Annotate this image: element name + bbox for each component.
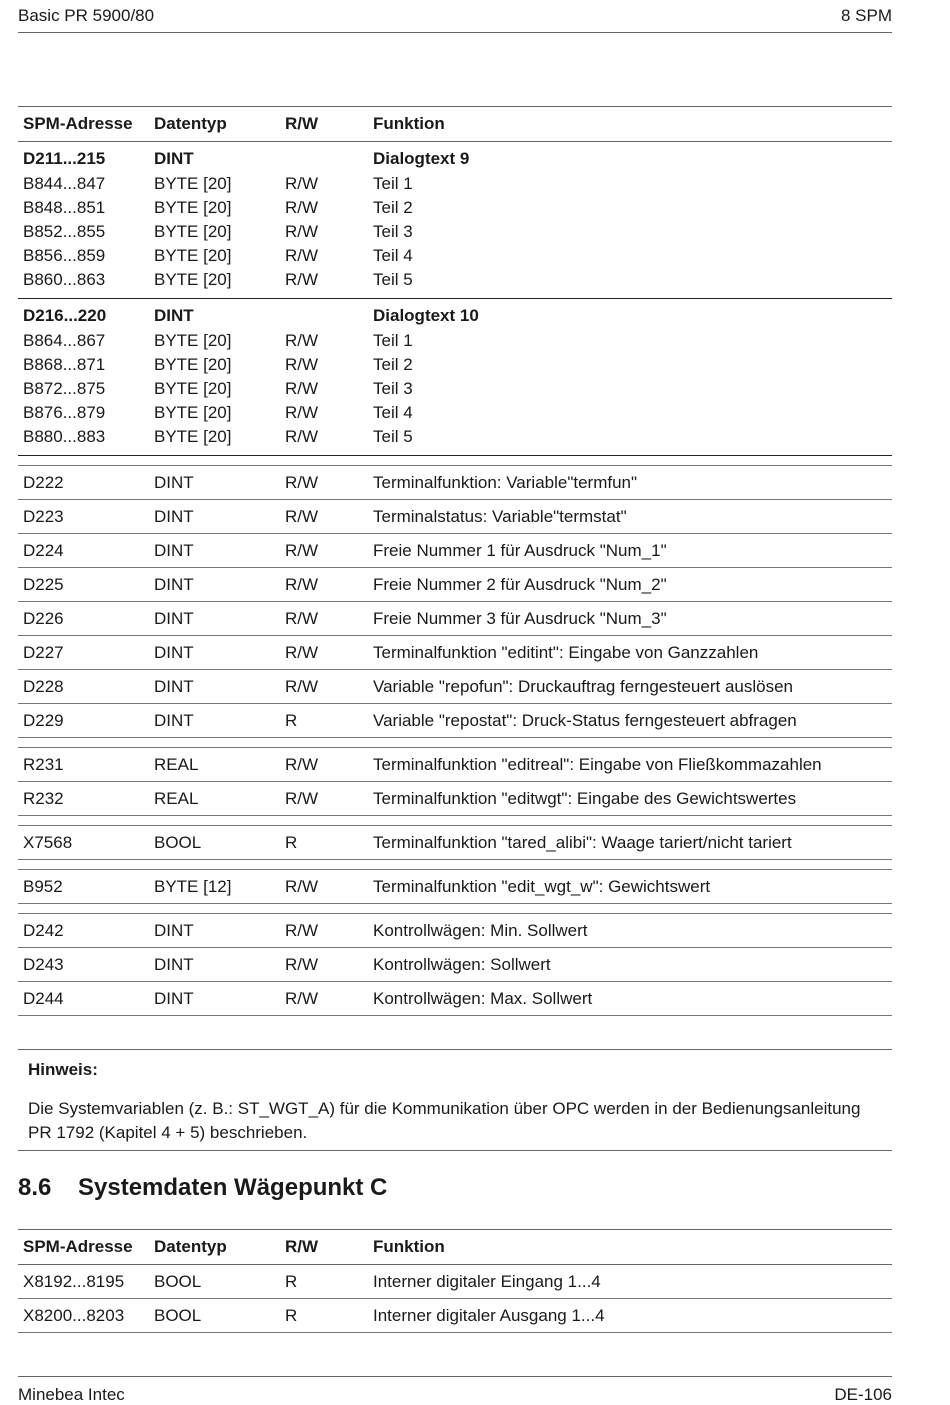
table-separator	[18, 816, 892, 826]
cell-rw: R/W	[285, 355, 319, 374]
table-separator	[18, 738, 892, 748]
cell-address: B864...867	[23, 331, 106, 350]
cell-address: D211...215	[23, 149, 106, 168]
cell-type: BYTE [20]	[149, 425, 280, 456]
cell-type: DINT	[149, 948, 280, 982]
cell-rw: R/W	[280, 534, 368, 568]
cell-type: BYTE [20]	[154, 198, 232, 217]
cell-rw: R/W	[280, 670, 368, 704]
cell-rw: R/W	[285, 246, 319, 265]
col-header-address: SPM-Adresse	[18, 107, 149, 142]
section-heading	[18, 1174, 387, 1202]
cell-type: BOOL	[149, 1299, 280, 1333]
cell-address: X8192...8195	[18, 1265, 149, 1299]
cell-type: BYTE [12]	[149, 870, 280, 904]
cell-function: Terminalfunktion: Variable"termfun"	[368, 466, 892, 500]
table-row	[18, 401, 892, 425]
cell-rw: R/W	[280, 425, 368, 456]
cell-rw: R/W	[280, 500, 368, 534]
table-separator	[18, 860, 892, 870]
cell-function: Kontrollwägen: Min. Sollwert	[368, 914, 892, 948]
cell-function: Teil 1	[373, 174, 413, 193]
cell-address: X7568	[18, 826, 149, 860]
cell-type: REAL	[149, 748, 280, 782]
col-header-address: SPM-Adresse	[18, 1230, 149, 1265]
cell-address: D225	[18, 568, 149, 602]
col-header-rw: R/W	[280, 1230, 368, 1265]
cell-function: Kontrollwägen: Max. Sollwert	[368, 982, 892, 1016]
group-header-row	[18, 299, 892, 330]
cell-function: Teil 5	[368, 425, 892, 456]
cell-function: Dialogtext 9	[373, 149, 470, 168]
cell-type: DINT	[149, 500, 280, 534]
table-row	[18, 196, 892, 220]
cell-rw: R/W	[280, 782, 368, 816]
cell-function: Terminalfunktion "editint": Eingabe von Ganzzahlen	[368, 636, 892, 670]
col-header-type: Datentyp	[149, 107, 280, 142]
cell-function: Teil 5	[368, 268, 892, 299]
table-row	[18, 220, 892, 244]
cell-address: D227	[18, 636, 149, 670]
section-number: 8.6	[18, 1174, 52, 1201]
cell-type: REAL	[149, 782, 280, 816]
cell-address: B952	[18, 870, 149, 904]
table-row	[18, 636, 892, 670]
cell-rw: R/W	[285, 379, 319, 398]
cell-rw: R/W	[280, 948, 368, 982]
table-row	[18, 782, 892, 816]
cell-rw: R/W	[280, 914, 368, 948]
cell-address: D216...220	[18, 299, 149, 330]
table-row	[18, 1299, 892, 1333]
cell-address: D228	[18, 670, 149, 704]
cell-rw: R/W	[280, 870, 368, 904]
cell-rw: R	[280, 1265, 368, 1299]
table-row	[18, 982, 892, 1016]
note-body: Die Systemvariablen (z. B.: ST_WGT_A) für die Kommunikation über OPC werden in der Bedienungsanleitung PR 1792 (Kapitel 4 + 5) beschrieben.	[28, 1099, 861, 1142]
cell-rw: R/W	[280, 748, 368, 782]
table-row	[18, 670, 892, 704]
cell-rw: R/W	[280, 466, 368, 500]
cell-function: Terminalstatus: Variable"termstat"	[368, 500, 892, 534]
cell-address: B880...883	[18, 425, 149, 456]
cell-type: DINT	[149, 568, 280, 602]
cell-type: BYTE [20]	[154, 246, 232, 265]
separator-cell	[18, 816, 892, 826]
cell-function: Interner digitaler Ausgang 1...4	[368, 1299, 892, 1333]
table-row	[18, 602, 892, 636]
cell-rw: R/W	[280, 636, 368, 670]
cell-address: D229	[18, 704, 149, 738]
cell-function: Teil 2	[373, 355, 413, 374]
table-row	[18, 914, 892, 948]
page-header	[18, 0, 892, 33]
cell-type: DINT	[149, 299, 280, 330]
table-row	[18, 172, 892, 196]
cell-rw: R	[280, 826, 368, 860]
page-footer	[18, 1376, 892, 1404]
cell-address: D226	[18, 602, 149, 636]
cell-address: B844...847	[23, 174, 106, 193]
cell-function: Teil 2	[373, 198, 413, 217]
cell-type: DINT	[154, 149, 194, 168]
table-row	[18, 244, 892, 268]
cell-type: DINT	[149, 982, 280, 1016]
cell-type: BYTE [20]	[154, 403, 232, 422]
cell-rw: R/W	[280, 982, 368, 1016]
table-separator	[18, 456, 892, 466]
cell-address: D244	[18, 982, 149, 1016]
spm-table	[18, 106, 892, 1016]
cell-type: DINT	[149, 636, 280, 670]
table-row	[18, 268, 892, 299]
cell-type: DINT	[149, 534, 280, 568]
separator-cell	[18, 738, 892, 748]
cell-address: D242	[18, 914, 149, 948]
cell-rw	[280, 142, 368, 173]
cell-rw	[280, 299, 368, 330]
separator-cell	[18, 456, 892, 466]
table-row	[18, 870, 892, 904]
cell-type: BYTE [20]	[154, 174, 232, 193]
cell-type: BYTE [20]	[154, 331, 232, 350]
table-row	[18, 748, 892, 782]
table-row	[18, 568, 892, 602]
cell-rw: R/W	[280, 268, 368, 299]
cell-function: Teil 1	[373, 331, 413, 350]
col-header-rw: R/W	[280, 107, 368, 142]
cell-function: Freie Nummer 2 für Ausdruck "Num_2"	[368, 568, 892, 602]
cell-address: R232	[18, 782, 149, 816]
cell-function: Interner digitaler Eingang 1...4	[368, 1265, 892, 1299]
cell-type: BYTE [20]	[154, 379, 232, 398]
cell-address: B860...863	[18, 268, 149, 299]
cell-type: DINT	[149, 602, 280, 636]
table-row	[18, 466, 892, 500]
cell-function: Variable "repostat": Druck-Status ferngesteuert abfragen	[368, 704, 892, 738]
cell-address: D222	[18, 466, 149, 500]
spm-table-c	[18, 1229, 892, 1333]
table-row	[18, 826, 892, 860]
table-header-row	[18, 107, 892, 142]
cell-address: D223	[18, 500, 149, 534]
cell-type: BOOL	[149, 826, 280, 860]
cell-type: BYTE [20]	[149, 268, 280, 299]
table-row	[18, 425, 892, 456]
cell-rw: R/W	[285, 403, 319, 422]
cell-rw: R/W	[285, 331, 319, 350]
cell-function: Terminalfunktion "tared_alibi": Waage tariert/nicht tariert	[368, 826, 892, 860]
table-row	[18, 500, 892, 534]
col-header-function: Funktion	[368, 1230, 892, 1265]
table-row	[18, 1265, 892, 1299]
col-header-function: Funktion	[368, 107, 892, 142]
cell-rw: R/W	[285, 174, 319, 193]
cell-function: Teil 4	[373, 403, 413, 422]
header-title: Basic PR 5900/80	[18, 6, 155, 25]
cell-rw: R/W	[280, 568, 368, 602]
table-row	[18, 948, 892, 982]
header-chapter: 8 SPM	[840, 6, 892, 25]
section-title: Systemdaten Wägepunkt C	[78, 1174, 388, 1201]
cell-type: DINT	[149, 704, 280, 738]
cell-address: B848...851	[23, 198, 106, 217]
cell-address: D224	[18, 534, 149, 568]
table-row	[18, 329, 892, 353]
col-header-type: Datentyp	[149, 1230, 280, 1265]
cell-type: DINT	[149, 914, 280, 948]
cell-rw: R	[280, 704, 368, 738]
cell-function: Terminalfunktion "editwgt": Eingabe des Gewichtswertes	[368, 782, 892, 816]
table-separator	[18, 904, 892, 914]
cell-type: DINT	[149, 670, 280, 704]
cell-function: Terminalfunktion "edit_wgt_w": Gewichtswert	[368, 870, 892, 904]
table-row	[18, 377, 892, 401]
separator-cell	[18, 860, 892, 870]
cell-type: BYTE [20]	[154, 222, 232, 241]
cell-function: Kontrollwägen: Sollwert	[368, 948, 892, 982]
cell-address: B872...875	[23, 379, 106, 398]
note-box	[18, 1049, 892, 1151]
cell-rw: R/W	[285, 222, 319, 241]
note-heading: Hinweis:	[28, 1060, 98, 1079]
cell-type: BYTE [20]	[154, 355, 232, 374]
cell-function: Dialogtext 10	[368, 299, 892, 330]
cell-function: Terminalfunktion "editreal": Eingabe von Fließkommazahlen	[368, 748, 892, 782]
footer-company: Minebea Intec	[18, 1385, 125, 1404]
table-header-row	[18, 1230, 892, 1265]
cell-rw: R/W	[285, 198, 319, 217]
cell-type: BOOL	[149, 1265, 280, 1299]
cell-function: Variable "repofun": Druckauftrag ferngesteuert auslösen	[368, 670, 892, 704]
cell-function: Teil 3	[373, 379, 413, 398]
cell-rw: R	[280, 1299, 368, 1333]
cell-address: B876...879	[23, 403, 106, 422]
cell-address: B852...855	[23, 222, 106, 241]
cell-function: Freie Nummer 3 für Ausdruck "Num_3"	[368, 602, 892, 636]
cell-type: DINT	[149, 466, 280, 500]
table-row	[18, 534, 892, 568]
cell-address: X8200...8203	[18, 1299, 149, 1333]
cell-rw: R/W	[280, 602, 368, 636]
cell-address: B868...871	[23, 355, 106, 374]
group-header-row	[18, 142, 892, 173]
cell-function: Freie Nummer 1 für Ausdruck "Num_1"	[368, 534, 892, 568]
cell-address: D243	[18, 948, 149, 982]
table-row	[18, 704, 892, 738]
cell-address: R231	[18, 748, 149, 782]
separator-cell	[18, 904, 892, 914]
cell-function: Teil 4	[373, 246, 413, 265]
table-row	[18, 353, 892, 377]
footer-page-number: DE-106	[834, 1385, 892, 1404]
cell-function: Teil 3	[373, 222, 413, 241]
cell-address: B856...859	[23, 246, 106, 265]
